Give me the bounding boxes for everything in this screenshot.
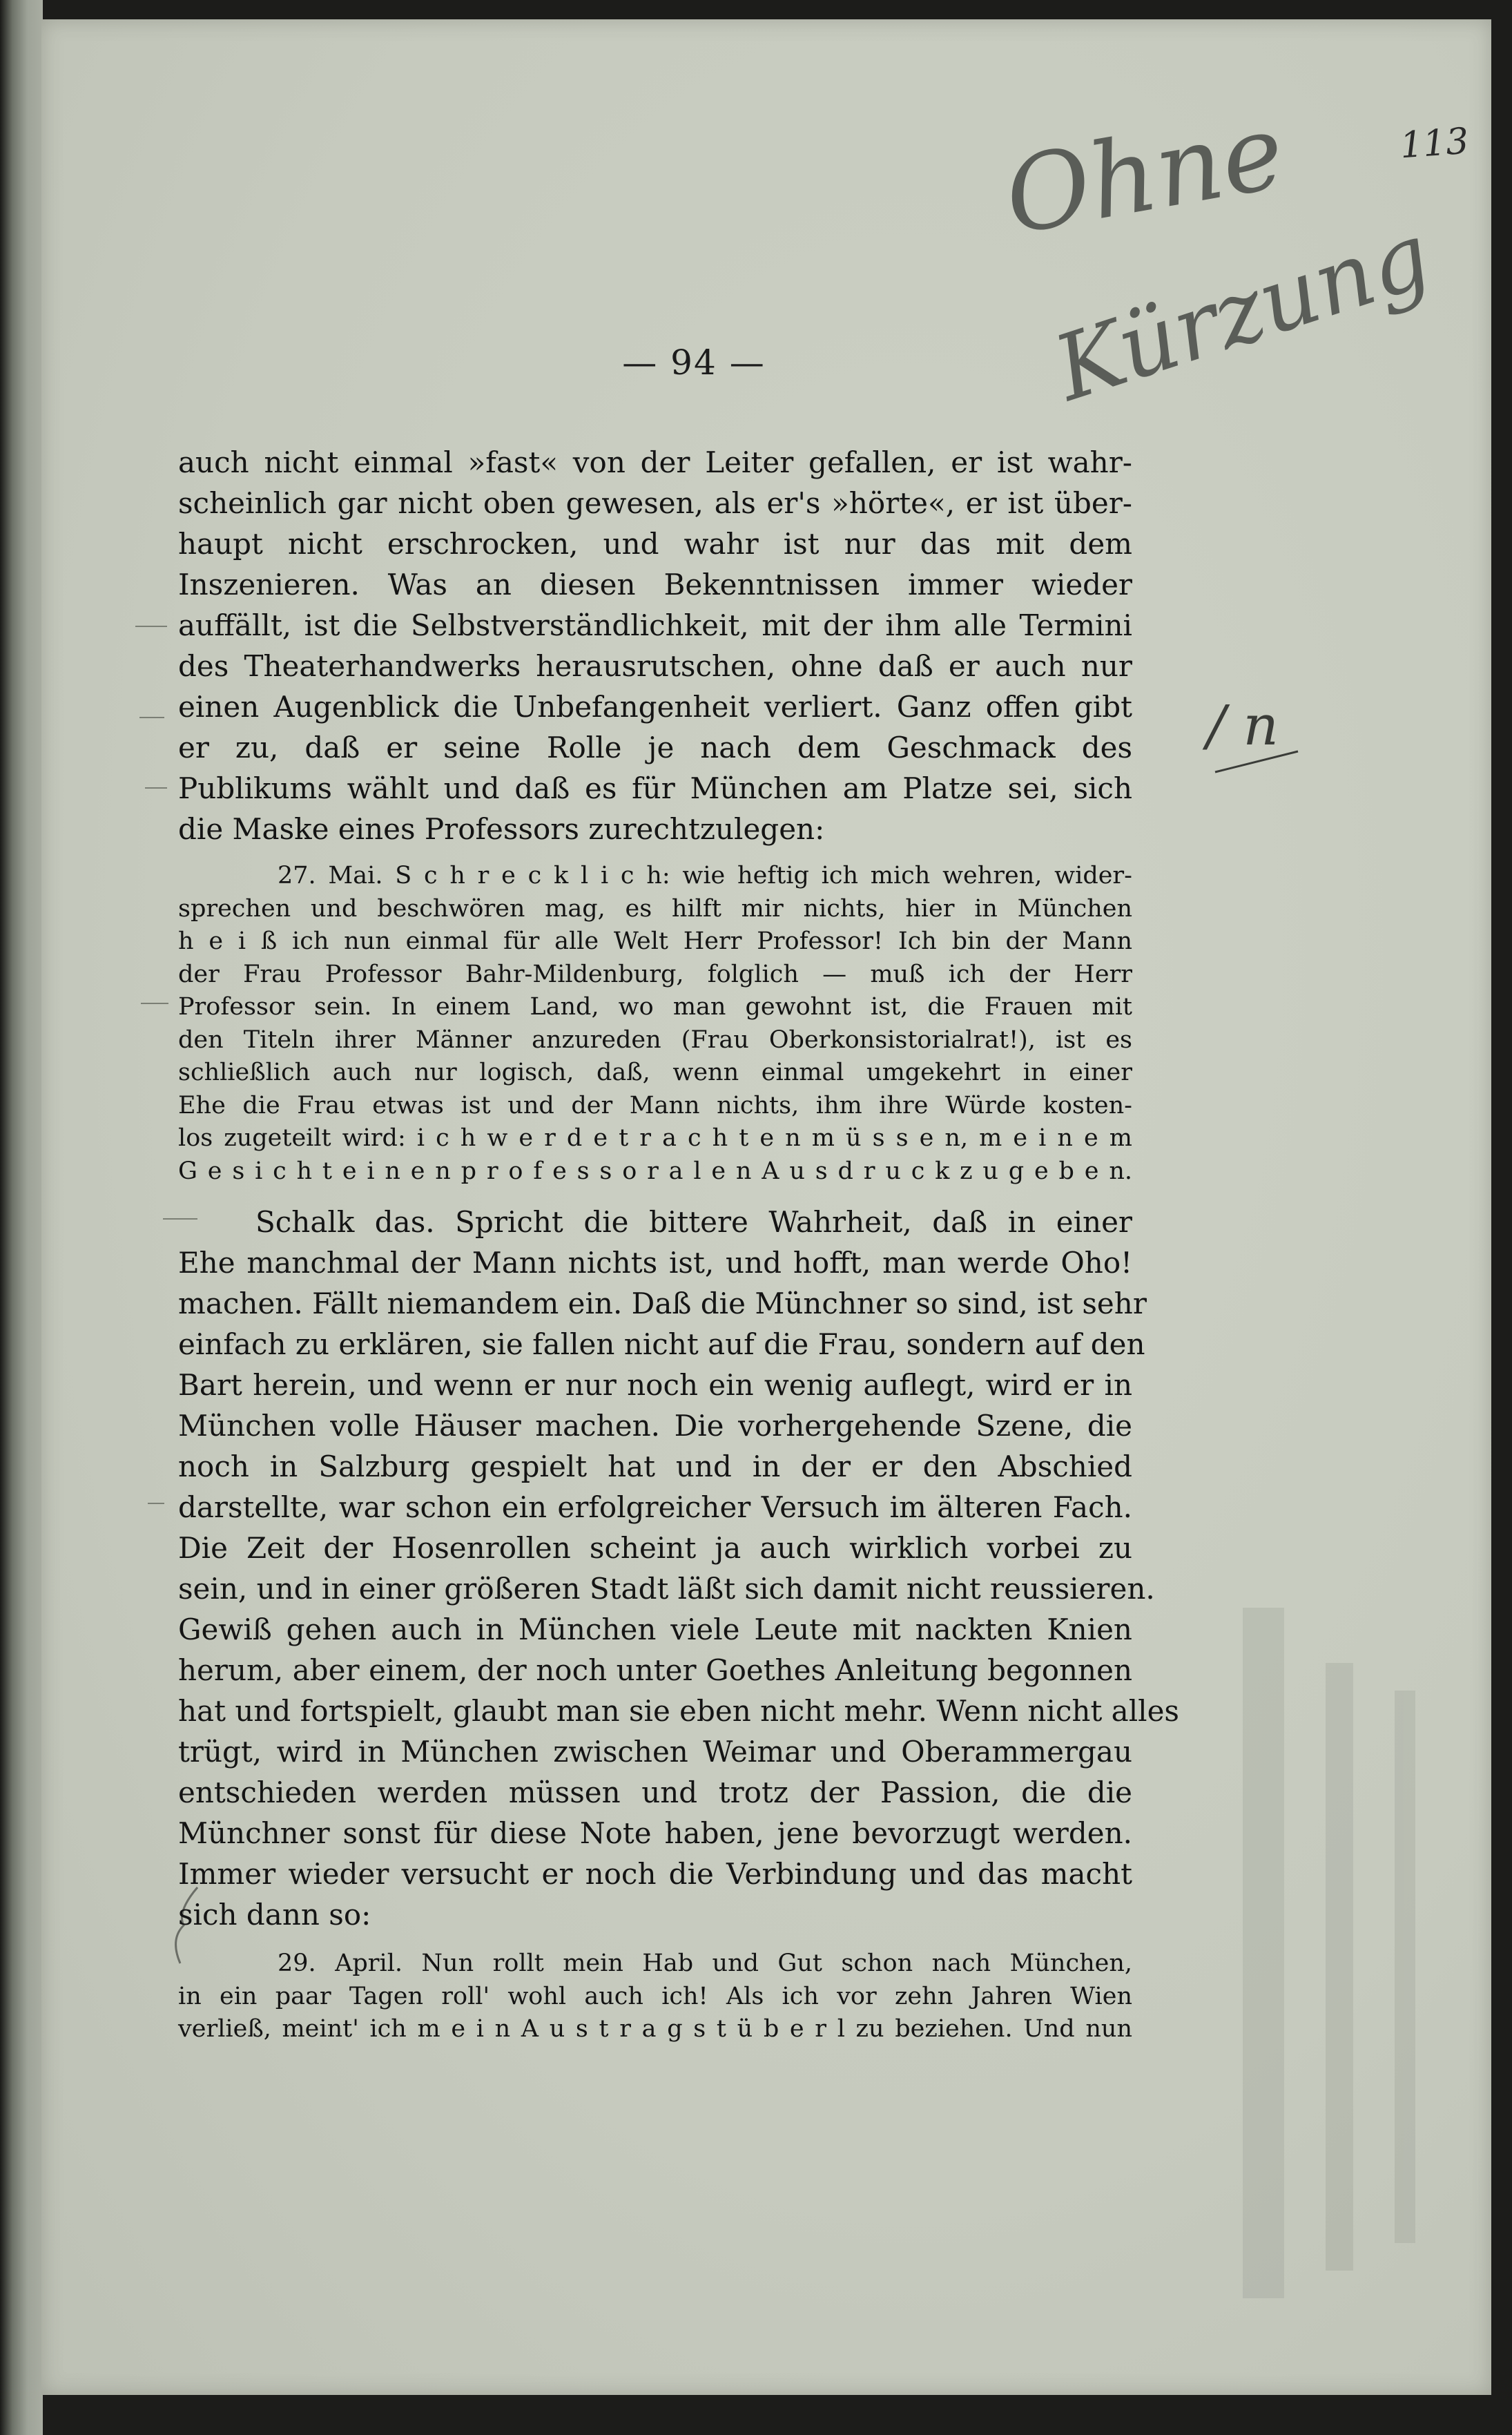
text-line: einfach zu erklären, sie fallen nicht auf die Frau, sondern auf den	[178, 1327, 1145, 1361]
quote-line: Ehe die Frau etwas ist und der Mann nichts, ihm ihre Würde kosten-	[178, 1091, 1132, 1119]
text-line: machen. Fällt niemandem ein. Daß die Münchner so sind, ist sehr	[178, 1287, 1147, 1320]
margin-dash	[135, 626, 167, 627]
page-number: — 94 —	[622, 343, 766, 383]
text-line: noch in Salzburg gespielt hat und in der er den Abschied	[178, 1450, 1132, 1483]
quote-line: in ein paar Tagen roll' wohl auch ich! Als ich vor zehn Jahren Wien	[178, 1982, 1132, 2010]
quote-line: sprechen und beschwören mag, es hilft mir nichts, hier in München	[178, 894, 1132, 923]
margin-mark-text: / n	[1207, 693, 1279, 758]
text-line: Schalk das. Spricht die bittere Wahrheit, daß in einer	[255, 1205, 1132, 1239]
text-line: Gewiß gehen auch in München viele Leute mit nackten Knien	[178, 1613, 1132, 1646]
text-line: darstellte, war schon ein erfolgreicher Versuch im älteren Fach.	[178, 1490, 1132, 1524]
margin-correction-mark	[1201, 668, 1312, 786]
text-line: Inszenieren. Was an diesen Bekenntnissen immer wieder	[178, 568, 1132, 601]
text-line: sein, und in einer größeren Stadt läßt sich damit nicht reussieren.	[178, 1572, 1155, 1606]
text-line: Publikums wählt und daß es für München am Platze sei, sich	[178, 771, 1132, 805]
margin-dash	[148, 1503, 164, 1504]
text-line: Bart herein, und wenn er nur noch ein wenig auflegt, wird er in	[178, 1368, 1132, 1402]
text-line: er zu, daß er seine Rolle je nach dem Geschmack des	[178, 731, 1132, 764]
folio-number: 113	[1399, 120, 1471, 167]
text-line: auch nicht einmal »fast« von der Leiter gefallen, er ist wahr-	[178, 445, 1132, 479]
quote-line: der Frau Professor Bahr-Mildenburg, folglich — muß ich der Herr	[178, 960, 1132, 988]
text-line: München volle Häuser machen. Die vorhergehende Szene, die	[178, 1409, 1132, 1443]
text-line: scheinlich gar nicht oben gewesen, als er's »hörte«, er ist über-	[178, 486, 1132, 520]
paragraph-2	[178, 1202, 1179, 1935]
diary-quote-29-april	[178, 1947, 1132, 2046]
quote-line: los zugeteilt wird: i c h w e r d e t r a c h t e n m ü s s e n, m e i n e m	[178, 1124, 1132, 1152]
text-line: Immer wieder versucht er noch die Verbindung und das macht	[178, 1857, 1132, 1891]
text-line: Die Zeit der Hosenrollen scheint ja auch wirklich vorbei zu	[178, 1531, 1132, 1565]
text-line: Ehe manchmal der Mann nichts ist, und hofft, man werde Oho!	[178, 1246, 1132, 1280]
text-line: haupt nicht erschrocken, und wahr ist nur das mit dem	[178, 527, 1132, 561]
bleed-through-shadow	[1215, 1608, 1477, 2298]
quote-line: h e i ß ich nun einmal für alle Welt Herr Professor! Ich bin der Mann	[178, 927, 1132, 955]
text-line: sich dann so:	[178, 1898, 371, 1932]
diary-quote-27-mai	[178, 860, 1132, 1188]
text-line: hat und fortspielt, glaubt man sie eben nicht mehr. Wenn nicht alles	[178, 1694, 1179, 1728]
quote-line: schließlich auch nur logisch, daß, wenn einmal umgekehrt in einer	[178, 1059, 1132, 1086]
text-line: Münchner sonst für diese Note haben, jene bevorzugt werden.	[178, 1816, 1132, 1850]
margin-dash	[141, 1003, 168, 1004]
text-line: entschieden werden müssen und trotz der Passion, die die	[178, 1775, 1132, 1809]
text-line: des Theaterhandwerks herausrutschen, ohne daß er auch nur	[178, 649, 1132, 683]
text-line: herum, aber einem, der noch unter Goethes Anleitung begonnen	[178, 1653, 1132, 1687]
quote-line: 29. April. Nun rollt mein Hab und Gut schon nach München,	[278, 1950, 1132, 1977]
quote-line: Professor sein. In einem Land, wo man gewohnt ist, die Frauen mit	[178, 993, 1132, 1021]
book-spine-edge	[0, 0, 43, 2435]
text-line: trügt, wird in München zwischen Weimar und Oberammergau	[178, 1735, 1132, 1769]
margin-dash	[139, 717, 164, 718]
paragraph-1	[178, 442, 1132, 849]
quote-line: 27. Mai. S c h r e c k l i c h: wie heftig ich mich wehren, wider-	[278, 862, 1132, 889]
margin-dash	[145, 787, 167, 789]
handwritten-note-line2: Kürzung	[1042, 202, 1442, 422]
quote-line: G e s i c h t e i n e n p r o f e s s o r a l e n A u s d r u c k z u g e b e n.	[178, 1157, 1132, 1185]
handwritten-note-line1: Ohne	[996, 91, 1293, 258]
text-line: einen Augenblick die Unbefangenheit verliert. Ganz offen gibt	[178, 690, 1132, 724]
text-line: auffällt, ist die Selbstverständlichkeit, mit der ihm alle Termini	[178, 608, 1132, 642]
quote-line: den Titeln ihrer Männer anzureden (Frau Oberkonsistorialrat!), ist es	[178, 1026, 1132, 1054]
quote-line: verließ, meint' ich m e i n A u s t r a g s t ü b e r l zu beziehen. Und nun	[178, 2015, 1132, 2043]
text-line: die Maske eines Professors zurechtzulegen:	[178, 812, 825, 846]
